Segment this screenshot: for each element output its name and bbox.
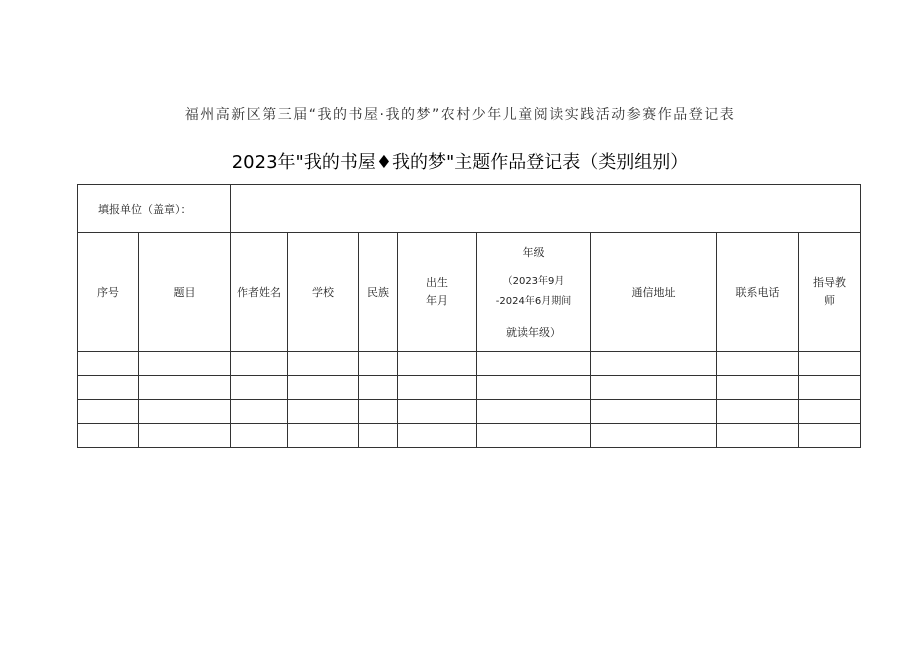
table-row xyxy=(78,424,861,448)
header-ethnicity: 民族 xyxy=(359,233,398,352)
cell-birth[interactable] xyxy=(398,400,477,424)
cell-school[interactable] xyxy=(288,424,359,448)
cell-school[interactable] xyxy=(288,400,359,424)
cell-teacher[interactable] xyxy=(799,400,861,424)
header-teacher xyxy=(799,233,861,352)
cell-phone[interactable] xyxy=(717,352,799,376)
header-grade-line1: （2023年9月 xyxy=(502,276,565,287)
header-school: 学校 xyxy=(288,233,359,352)
cell-address[interactable] xyxy=(591,424,717,448)
header-author: 作者姓名 xyxy=(231,233,288,352)
cell-author[interactable] xyxy=(231,400,288,424)
cell-ethnicity[interactable] xyxy=(359,376,398,400)
cell-author[interactable] xyxy=(231,352,288,376)
cell-school[interactable] xyxy=(288,352,359,376)
registration-table xyxy=(77,184,861,448)
cell-teacher[interactable] xyxy=(799,376,861,400)
document-subtitle: 2023年"我的书屋♦我的梦"主题作品登记表（类别组别） xyxy=(231,152,689,173)
cell-seq[interactable] xyxy=(78,424,139,448)
cell-birth[interactable] xyxy=(398,424,477,448)
cell-birth[interactable] xyxy=(398,352,477,376)
cell-seq[interactable] xyxy=(78,352,139,376)
header-topic: 题目 xyxy=(139,233,231,352)
table-body xyxy=(78,352,861,448)
header-teacher-line2: 师 xyxy=(824,294,835,307)
cell-seq[interactable] xyxy=(78,376,139,400)
unit-value-field[interactable] xyxy=(231,185,861,233)
cell-address[interactable] xyxy=(591,400,717,424)
cell-teacher[interactable] xyxy=(799,352,861,376)
cell-ethnicity[interactable] xyxy=(359,424,398,448)
table-row xyxy=(78,376,861,400)
cell-ethnicity[interactable] xyxy=(359,400,398,424)
header-birth-line2: 年月 xyxy=(426,294,448,307)
cell-author[interactable] xyxy=(231,376,288,400)
cell-topic[interactable] xyxy=(139,376,231,400)
cell-grade[interactable] xyxy=(477,400,591,424)
cell-school[interactable] xyxy=(288,376,359,400)
header-grade-line3: 就读年级） xyxy=(506,326,561,339)
header-grade xyxy=(477,233,591,352)
header-row xyxy=(78,233,861,352)
cell-phone[interactable] xyxy=(717,376,799,400)
cell-phone[interactable] xyxy=(717,400,799,424)
unit-label: 填报单位（盖章）： xyxy=(78,185,231,233)
cell-address[interactable] xyxy=(591,352,717,376)
cell-birth[interactable] xyxy=(398,376,477,400)
cell-topic[interactable] xyxy=(139,400,231,424)
cell-author[interactable] xyxy=(231,424,288,448)
table-row xyxy=(78,352,861,376)
document-title: 福州高新区第三届“我的书屋·我的梦”农村少年儿童阅读实践活动参赛作品登记表 xyxy=(184,107,736,123)
header-phone: 联系电话 xyxy=(717,233,799,352)
cell-grade[interactable] xyxy=(477,424,591,448)
cell-topic[interactable] xyxy=(139,424,231,448)
table-row xyxy=(78,400,861,424)
header-grade-title: 年级 xyxy=(522,246,545,259)
cell-grade[interactable] xyxy=(477,376,591,400)
header-address: 通信地址 xyxy=(591,233,717,352)
header-grade-line2: -2024年6月期间 xyxy=(495,296,572,307)
header-birth-line1: 出生 xyxy=(426,276,448,289)
cell-teacher[interactable] xyxy=(799,424,861,448)
cell-seq[interactable] xyxy=(78,400,139,424)
cell-ethnicity[interactable] xyxy=(359,352,398,376)
cell-phone[interactable] xyxy=(717,424,799,448)
header-birth xyxy=(398,233,477,352)
unit-row xyxy=(78,185,861,233)
header-teacher-line1: 指导教 xyxy=(813,276,846,289)
cell-topic[interactable] xyxy=(139,352,231,376)
header-seq: 序号 xyxy=(78,233,139,352)
cell-grade[interactable] xyxy=(477,352,591,376)
cell-address[interactable] xyxy=(591,376,717,400)
